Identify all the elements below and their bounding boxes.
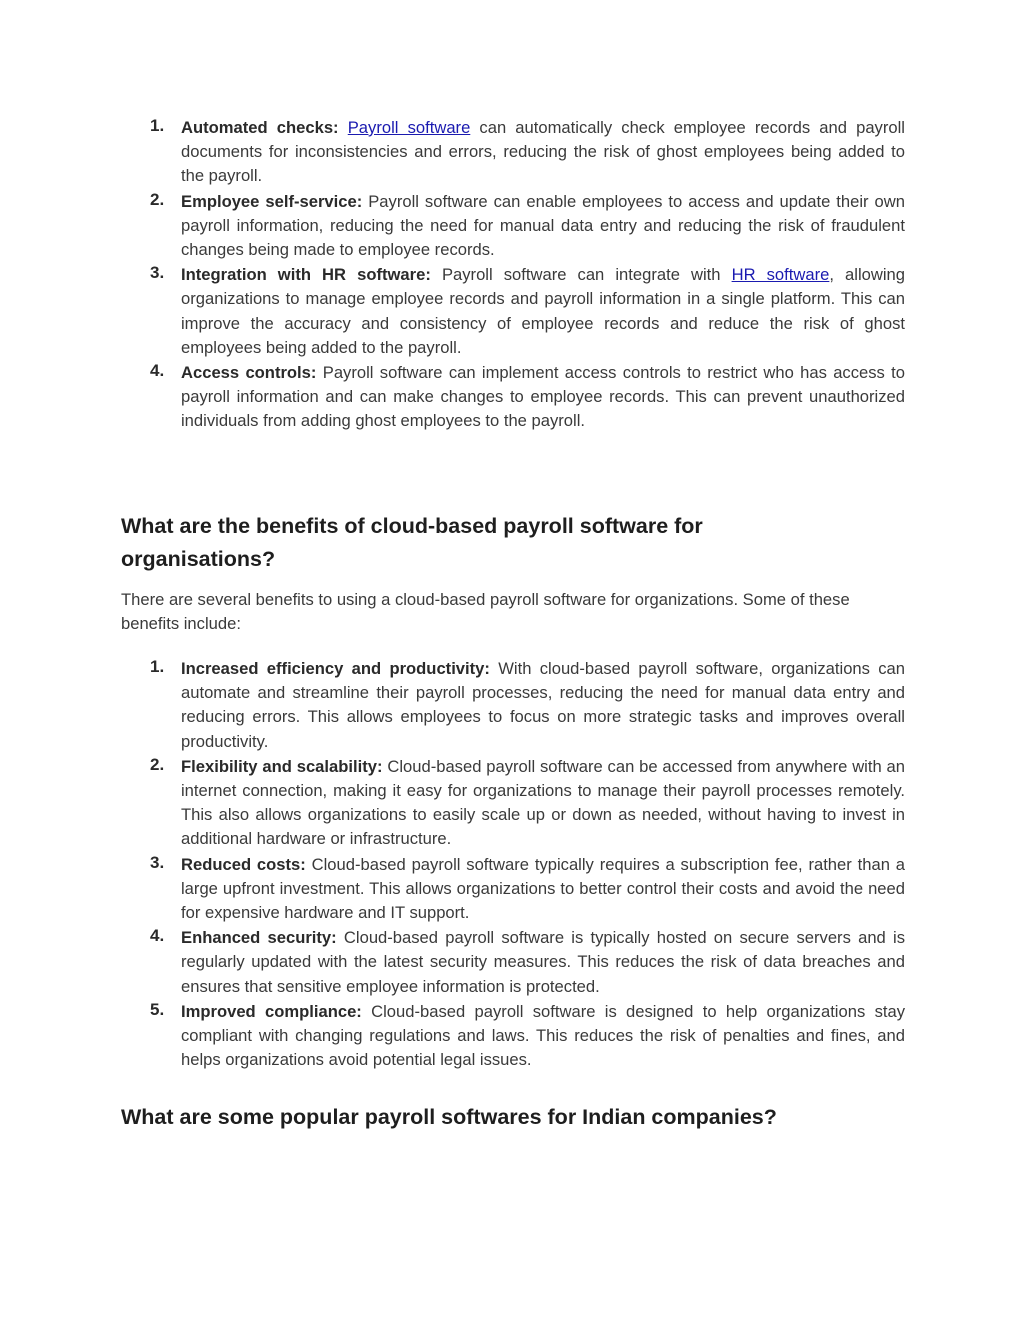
item-heading: Reduced costs: bbox=[181, 854, 306, 874]
list-number: 2. bbox=[150, 189, 165, 209]
section-heading-cloud-benefits: What are the benefits of cloud-based payroll software for organisations? bbox=[121, 514, 703, 571]
list-number: 1. bbox=[150, 116, 165, 135]
payroll-software-link[interactable]: Payroll software bbox=[347, 118, 471, 137]
list-number: 4. bbox=[150, 926, 165, 946]
list-item bbox=[145, 657, 905, 754]
list-number: 5. bbox=[150, 999, 165, 1019]
list-number: 4. bbox=[150, 361, 165, 381]
item-heading: Flexibility and scalability: bbox=[181, 756, 383, 776]
list-number: 2. bbox=[150, 754, 165, 774]
list-item bbox=[145, 263, 905, 360]
list-item bbox=[145, 853, 905, 926]
item-text: Payroll software can enable employees to access and update their own payroll information, reducing the need for manual data entry and reducing the risk of fraudulent changes being made to employee records. bbox=[181, 191, 905, 260]
list-item bbox=[145, 116, 905, 189]
list-item bbox=[145, 926, 905, 999]
item-text: , allowing organizations to manage employee records and payroll information in a single platform. This can improve the accuracy and consistency of employee records and reduce the risk of ghost employees being added to the payroll. bbox=[181, 265, 906, 357]
list-item bbox=[145, 361, 905, 434]
item-heading: Employee self-service: bbox=[181, 191, 363, 211]
ghost-employee-prevention-list bbox=[145, 116, 905, 435]
list-number: 1. bbox=[150, 657, 165, 676]
section-heading-popular-software: What are some popular payroll softwares for Indian companies? bbox=[121, 1105, 777, 1129]
item-text: Cloud-based payroll software is typically hosted on secure servers and is regularly updated with the latest security measures. This reduces the risk of data breaches and ensures that sensitive employee information is protected. bbox=[181, 928, 905, 996]
list-item bbox=[145, 755, 905, 852]
item-text: Cloud-based payroll software can be accessed from anywhere with an internet connection, making it easy for organizations to manage their payroll processes remotely. This also allows organizations to easily scale up or down as needed, without having to invest in additional hardware or infrastructure. bbox=[181, 756, 905, 849]
list-item bbox=[145, 190, 905, 263]
hr-software-link[interactable]: HR software bbox=[731, 265, 830, 285]
list-number: 3. bbox=[150, 852, 165, 872]
item-heading: Improved compliance: bbox=[181, 1001, 362, 1021]
item-text: With cloud-based payroll software, organizations can automate and streamline their payroll processes, reducing the need for manual data entry and reducing errors. This allows employees to focus on more strategic tasks and improves overall productivity. bbox=[181, 659, 906, 751]
list-number: 3. bbox=[150, 263, 165, 283]
item-text: Cloud-based payroll software is designed to help organizations stay compliant with changing regulations and laws. This reduces the risk of penalties and fines, and helps organizations avoid potential legal issues. bbox=[181, 1001, 905, 1070]
item-text: Payroll software can integrate with bbox=[430, 265, 732, 285]
item-text: Payroll software can implement access controls to restrict who has access to payroll information and can make changes to employee records. This can prevent unauthorized individuals from adding ghost employees to the payroll. bbox=[181, 363, 905, 431]
list-item bbox=[145, 1000, 905, 1073]
item-heading: Increased efficiency and productivity: bbox=[181, 659, 490, 678]
item-heading: Enhanced security: bbox=[181, 928, 337, 948]
item-heading: Integration with HR software: bbox=[181, 265, 431, 285]
item-text: Cloud-based payroll software typically requires a subscription fee, rather than a large upfront investment. This allows organizations to better control their costs and avoid the need for expensive hardware and IT support. bbox=[181, 854, 905, 923]
item-text: can automatically check employee records and payroll documents for inconsistencies and errors, reducing the risk of ghost employees being added to the payroll. bbox=[181, 118, 905, 186]
item-heading: Automated checks: bbox=[181, 118, 339, 137]
intro-paragraph: There are several benefits to using a cloud-based payroll software for organizations. Some of these benefits include: bbox=[121, 590, 850, 634]
cloud-benefits-list bbox=[145, 657, 905, 1073]
item-heading: Access controls: bbox=[181, 363, 317, 383]
